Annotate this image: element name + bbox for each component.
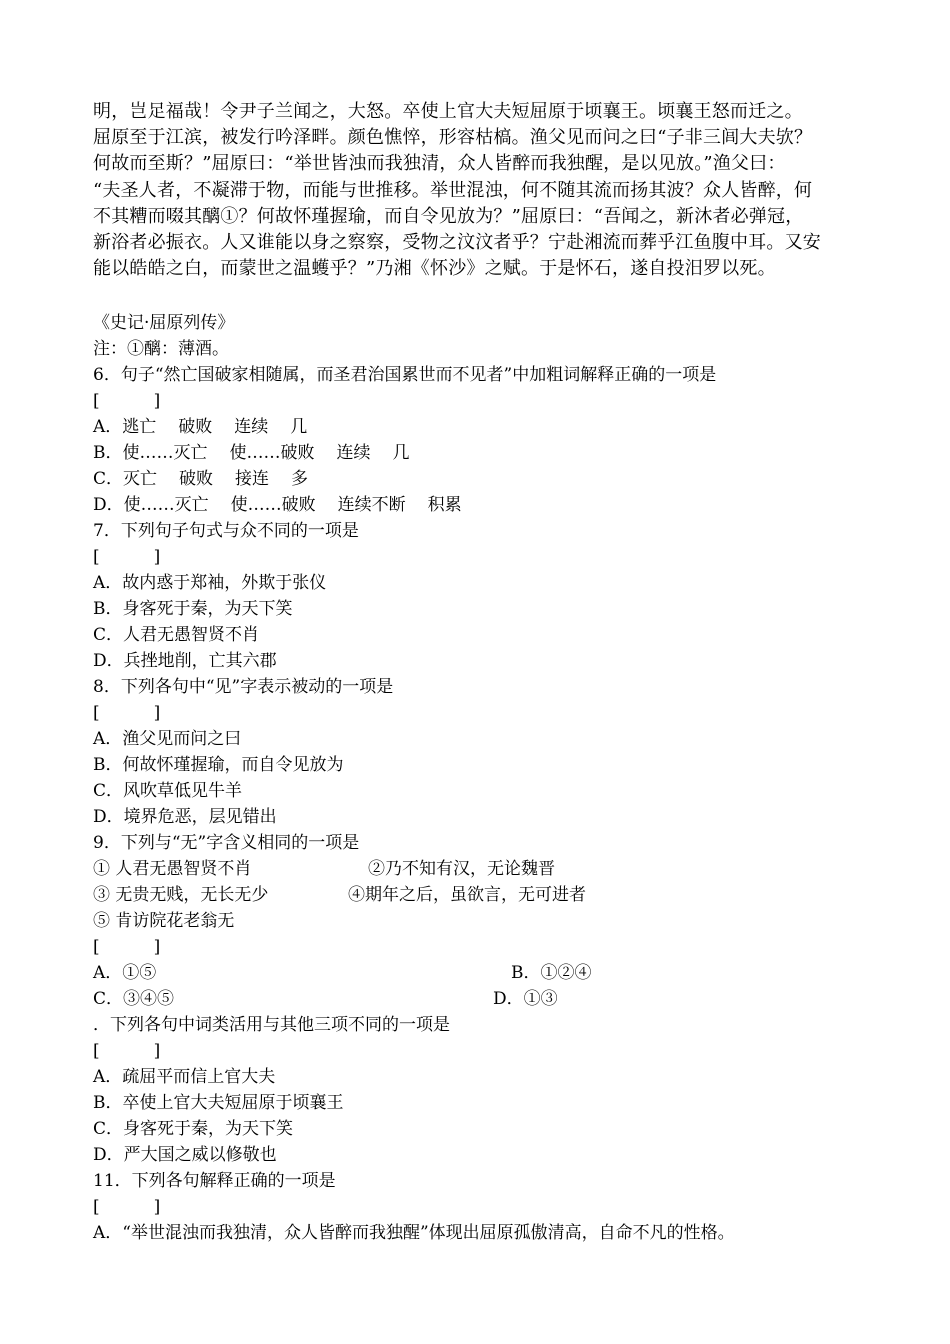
- passage-line: 能以皓皓之白，而蒙世之温蠖乎？”乃湘《怀沙》之赋。于是怀石，遂自投汨罗以死。: [93, 258, 776, 280]
- answer-bracket: [ ]: [93, 1197, 161, 1217]
- question-7-option-b: B．身客死于秦，为天下笑: [93, 599, 293, 619]
- footnote: 注：①醨：薄酒。: [93, 339, 229, 359]
- question-6-option-a: A．逃亡 破败 连续 几: [93, 417, 308, 437]
- question-7-option-d: D．兵挫地削，亡其六郡: [93, 651, 277, 671]
- question-10-option-b: B．卒使上官大夫短屈原于顷襄王: [93, 1093, 344, 1113]
- answer-bracket: [ ]: [93, 391, 161, 411]
- question-10-stem: ．下列各句中词类活用与其他三项不同的一项是: [93, 1015, 450, 1035]
- question-9-item-4: ④期年之后，虽欲言，无可进者: [348, 885, 586, 905]
- answer-bracket: [ ]: [93, 547, 161, 567]
- passage-line: 不其糟而啜其醨①？何故怀瑾握瑜，而自令见放为？”屈原曰：“吾闻之，新沐者必弹冠，: [93, 205, 804, 227]
- question-7-option-c: C．人君无愚智贤不肖: [93, 625, 260, 645]
- question-9-options-row: [93, 960, 873, 986]
- question-10-option-d: D．严大国之威以修敬也: [93, 1145, 277, 1165]
- question-8-option-d: D．境界危恶，层见错出: [93, 807, 277, 827]
- answer-bracket: [ ]: [93, 1041, 161, 1061]
- question-9-option-d: D．①③: [493, 989, 558, 1009]
- passage-line: 明，岂足福哉！令尹子兰闻之，大怒。卒使上官大夫短屈原于顷襄王。顷襄王怒而迁之。: [93, 101, 803, 122]
- question-11-option-a: A．“举世混浊而我独清，众人皆醉而我独醒”体现出屈原孤傲清高，自命不凡的性格。: [93, 1223, 735, 1243]
- question-7-option-a: A．故内惑于郑袖，外欺于张仪: [93, 573, 327, 593]
- question-9-items-row: [93, 882, 873, 908]
- question-6-option-c: C．灭亡 破败 接连 多: [93, 469, 309, 489]
- source-citation: 《史记·屈原列传》: [93, 313, 235, 333]
- question-9-options-row: [93, 986, 873, 1012]
- questions-section: [93, 310, 873, 1246]
- question-8-stem: 8．下列各句中“见”字表示被动的一项是: [93, 677, 394, 697]
- question-9-stem: 9．下列与“无”字含义相同的一项是: [93, 833, 360, 853]
- question-8-option-a: A．渔父见而问之曰: [93, 729, 242, 749]
- question-9-option-b: B．①②④: [511, 963, 592, 983]
- question-7-stem: 7．下列句子句式与众不同的一项是: [93, 521, 359, 541]
- question-6-option-b: B．使……灭亡 使……破败 连续 几: [93, 443, 410, 463]
- question-10-option-a: A．疏屈平而信上官大夫: [93, 1067, 276, 1087]
- question-10-option-c: C．身客死于秦，为天下笑: [93, 1119, 294, 1139]
- question-6-stem: 6．句子“然亡国破家相随属，而圣君治国累世而不见者”中加粗词解释正确的一项是: [93, 365, 717, 385]
- passage-line: 何故而至斯？”屈原曰：“举世皆浊而我独清，众人皆醉而我独醒，是以见放。”渔父曰：: [93, 153, 786, 175]
- question-9-item-2: ②乃不知有汉，无论魏晋: [368, 859, 555, 879]
- question-9-option-a: A．①⑤: [93, 963, 157, 983]
- answer-bracket: [ ]: [93, 937, 161, 957]
- question-11-stem: 11．下列各句解释正确的一项是: [93, 1171, 336, 1191]
- question-9-item-1: ① 人君无愚智贤不肖: [93, 859, 252, 879]
- question-9-option-c: C．③④⑤: [93, 989, 175, 1009]
- question-8-option-b: B．何故怀瑾握瑜，而自令见放为: [93, 755, 344, 775]
- question-6-option-d: D．使……灭亡 使……破败 连续不断 积累: [93, 495, 462, 515]
- passage-line: 屈原至于江滨，被发行吟泽畔。颜色憔悴，形容枯槁。渔父见而问之曰“子非三闾大夫欤？: [93, 127, 813, 149]
- question-8-option-c: C．风吹草低见牛羊: [93, 781, 243, 801]
- answer-bracket: [ ]: [93, 703, 161, 723]
- passage-text: [93, 99, 873, 282]
- passage-line: “夫圣人者，不凝滞于物，而能与世推移。举世混浊，何不随其流而扬其波？众人皆醉，何: [93, 179, 813, 201]
- question-9-item-3: ③ 无贵无贱，无长无少: [93, 885, 269, 905]
- passage-line: 新浴者必振衣。人又谁能以身之察察，受物之汶汶者乎？宁赴湘流而葬乎江鱼腹中耳。又安: [93, 232, 821, 254]
- question-9-items-row: [93, 856, 873, 882]
- question-9-item-5: ⑤ 肯访院花老翁无: [93, 911, 235, 931]
